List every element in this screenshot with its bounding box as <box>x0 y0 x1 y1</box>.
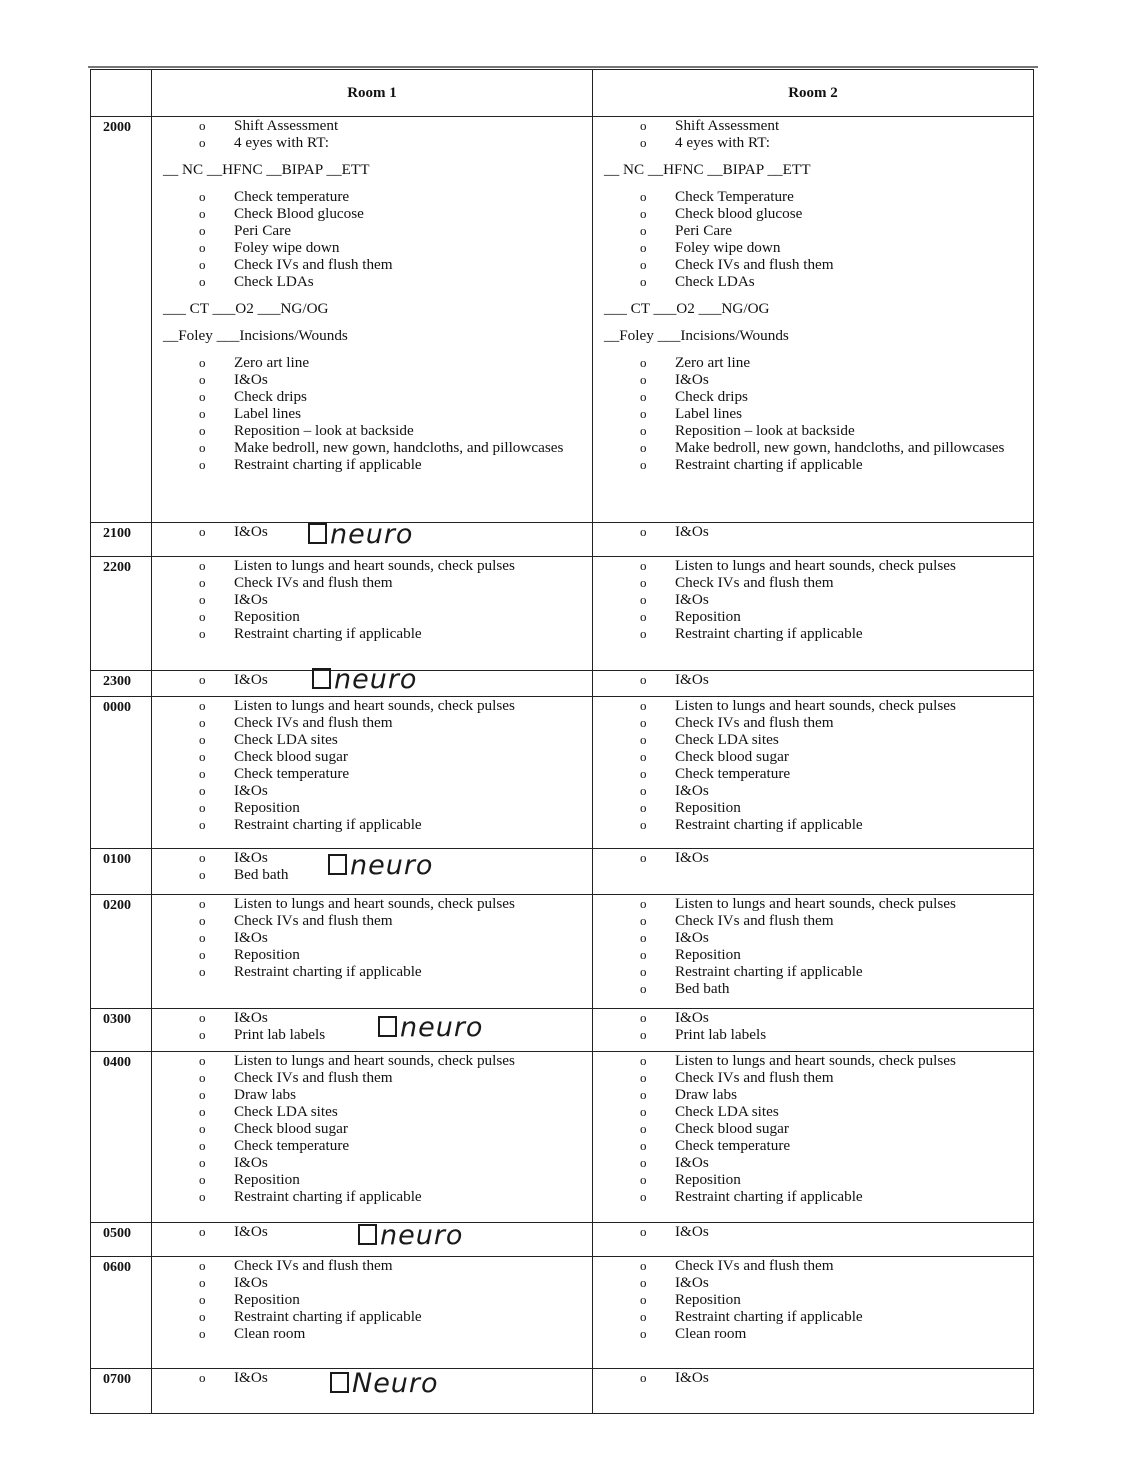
checklist-item: o Foley wipe down <box>152 239 592 256</box>
time-2300: 2300 <box>91 671 152 697</box>
checklist-item: o I&Os <box>152 523 592 540</box>
time-2100: 2100 <box>91 523 152 557</box>
checklist-item: o Check blood sugar <box>593 748 1033 765</box>
handwritten-checkbox-icon <box>378 1016 397 1037</box>
room2-0400-list <box>593 1052 1033 1205</box>
checklist-item: o Check temperature <box>593 765 1033 782</box>
time-2000: 2000 <box>91 117 152 523</box>
checklist-item: o I&Os <box>593 591 1033 608</box>
room2-0500 <box>593 1223 1034 1257</box>
room1-2000-list-3 <box>152 354 592 473</box>
checklist-item: o Check drips <box>152 388 592 405</box>
room2-0700 <box>593 1369 1034 1414</box>
checklist-item: o I&Os <box>593 1154 1033 1171</box>
checklist-item: o Check blood sugar <box>593 1120 1033 1137</box>
checklist-item: o Restraint charting if applicable <box>152 625 592 642</box>
checklist-item: o Check blood sugar <box>152 748 592 765</box>
checklist-item: o Bed bath <box>152 866 592 883</box>
room2-2200 <box>593 557 1034 671</box>
checklist-item: o Foley wipe down <box>593 239 1033 256</box>
checklist-item: o I&Os <box>152 1223 592 1240</box>
handwritten-neuro-2300 <box>312 666 417 693</box>
room2-2100 <box>593 523 1034 557</box>
checklist-item: o Restraint charting if applicable <box>152 963 592 980</box>
room2-0100 <box>593 849 1034 895</box>
checklist-item: o Listen to lungs and heart sounds, check pulses <box>152 895 592 912</box>
room1-2000 <box>152 117 593 523</box>
room1-0600 <box>152 1257 593 1369</box>
respiratory-device-line: __ NC __HFNC __BIPAP __ETT <box>604 161 811 178</box>
room2-0100-list <box>593 849 1033 866</box>
checklist-item: o Reposition <box>152 608 592 625</box>
room1-2200-list <box>152 557 592 642</box>
handwritten-neuro-text: Neuro <box>352 1368 439 1399</box>
time-0600: 0600 <box>91 1257 152 1369</box>
checklist-item: o Restraint charting if applicable <box>593 625 1033 642</box>
header-room-1: Room 1 <box>152 70 593 117</box>
room2-2000-list-3 <box>593 354 1033 473</box>
checklist-item: o Check blood sugar <box>152 1120 592 1137</box>
handwritten-neuro-text: neuro <box>334 664 418 695</box>
checklist-item: o I&Os <box>152 929 592 946</box>
checklist-item: o Reposition <box>593 799 1033 816</box>
handwritten-neuro-text: neuro <box>350 850 434 881</box>
lda-line-2: __Foley ___Incisions/Wounds <box>604 327 789 344</box>
checklist-item: o Check LDA sites <box>152 731 592 748</box>
room2-0200 <box>593 895 1034 1009</box>
room2-0700-list <box>593 1369 1033 1386</box>
time-2200: 2200 <box>91 557 152 671</box>
checklist-item: o Restraint charting if applicable <box>593 1308 1033 1325</box>
time-0400: 0400 <box>91 1052 152 1223</box>
room1-2000-list-1 <box>152 117 592 151</box>
lda-line-2: __Foley ___Incisions/Wounds <box>163 327 348 344</box>
handwritten-checkbox-icon <box>312 668 331 689</box>
checklist-item: o Reposition – look at backside <box>152 422 592 439</box>
checklist-item: o Reposition <box>152 799 592 816</box>
handwritten-neuro-text: neuro <box>380 1220 464 1251</box>
checklist-item: o Clean room <box>593 1325 1033 1342</box>
shift-checklist-table <box>90 69 1034 1414</box>
checklist-item: o Check temperature <box>152 765 592 782</box>
checklist-item: o I&Os <box>593 671 1033 688</box>
room1-0000 <box>152 697 593 849</box>
checklist-item: o Check LDA sites <box>593 1103 1033 1120</box>
checklist-item: o Check LDAs <box>593 273 1033 290</box>
checklist-item: o Check IVs and flush them <box>152 1257 592 1274</box>
room1-0300-list <box>152 1009 592 1043</box>
handwritten-neuro-0500 <box>358 1222 463 1249</box>
time-0700: 0700 <box>91 1369 152 1414</box>
checklist-item: o Check IVs and flush them <box>593 1069 1033 1086</box>
room1-0600-list <box>152 1257 592 1342</box>
checklist-item: o 4 eyes with RT: <box>152 134 592 151</box>
checklist-item: o Reposition <box>152 1171 592 1188</box>
checklist-item: o I&Os <box>152 1009 592 1026</box>
top-rule <box>88 66 1038 68</box>
checklist-item: o Shift Assessment <box>593 117 1033 134</box>
checklist-item: o Print lab labels <box>152 1026 592 1043</box>
checklist-item: o Restraint charting if applicable <box>152 816 592 833</box>
checklist-item: o Check blood glucose <box>593 205 1033 222</box>
checklist-item: o Listen to lungs and heart sounds, check pulses <box>152 1052 592 1069</box>
time-0200: 0200 <box>91 895 152 1009</box>
checklist-item: o I&Os <box>152 371 592 388</box>
checklist-item: o Check IVs and flush them <box>593 714 1033 731</box>
row-0500 <box>91 1223 1034 1257</box>
checklist-item: o I&Os <box>152 1274 592 1291</box>
handwritten-checkbox-icon <box>328 854 347 875</box>
checklist-item: o Reposition <box>593 1291 1033 1308</box>
header-row <box>91 70 1034 117</box>
handwritten-checkbox-icon <box>308 523 327 544</box>
room2-2000-list-2 <box>593 188 1033 290</box>
checklist-item: o Restraint charting if applicable <box>152 456 592 473</box>
checklist-item: o Peri Care <box>593 222 1033 239</box>
checklist-item: o I&Os <box>152 1369 592 1386</box>
checklist-item: o Restraint charting if applicable <box>152 1188 592 1205</box>
handwritten-neuro-text: neuro <box>400 1012 484 1043</box>
checklist-item: o I&Os <box>593 1009 1033 1026</box>
room2-2000 <box>593 117 1034 523</box>
checklist-item: o Restraint charting if applicable <box>593 456 1033 473</box>
checklist-item: o Bed bath <box>593 980 1033 997</box>
checklist-item: o Listen to lungs and heart sounds, check pulses <box>152 557 592 574</box>
row-0000 <box>91 697 1034 849</box>
checklist-item: o I&Os <box>593 929 1033 946</box>
checklist-item: o Reposition – look at backside <box>593 422 1033 439</box>
lda-line-1: ___ CT ___O2 ___NG/OG <box>163 300 329 317</box>
checklist-item: o Restraint charting if applicable <box>593 963 1033 980</box>
checklist-item: o Check LDAs <box>152 273 592 290</box>
time-0000: 0000 <box>91 697 152 849</box>
handwritten-checkbox-icon <box>330 1372 349 1393</box>
row-2100 <box>91 523 1034 557</box>
checklist-item: o Check IVs and flush them <box>593 256 1033 273</box>
room2-2000-list-1 <box>593 117 1033 151</box>
checklist-item: o I&Os <box>593 1369 1033 1386</box>
checklist-item: o Check IVs and flush them <box>152 714 592 731</box>
room2-2300-list <box>593 671 1033 688</box>
checklist-item: o I&Os <box>152 782 592 799</box>
checklist-item: o Check IVs and flush them <box>593 912 1033 929</box>
time-0300: 0300 <box>91 1009 152 1052</box>
room2-0500-list <box>593 1223 1033 1240</box>
checklist-item: o I&Os <box>152 591 592 608</box>
checklist-item: o Check drips <box>593 388 1033 405</box>
room2-0600 <box>593 1257 1034 1369</box>
checklist-item: o Reposition <box>593 1171 1033 1188</box>
checklist-item: o Listen to lungs and heart sounds, check pulses <box>593 1052 1033 1069</box>
row-2000 <box>91 117 1034 523</box>
handwritten-checkbox-icon <box>358 1224 377 1245</box>
checklist-item: o Check LDA sites <box>152 1103 592 1120</box>
checklist-item: o Restraint charting if applicable <box>593 816 1033 833</box>
room2-0200-list <box>593 895 1033 997</box>
header-room-2: Room 2 <box>593 70 1034 117</box>
checklist-item: o Label lines <box>593 405 1033 422</box>
checklist-item: o Shift Assessment <box>152 117 592 134</box>
room1-0400-list <box>152 1052 592 1205</box>
room2-0400 <box>593 1052 1034 1223</box>
room2-0000 <box>593 697 1034 849</box>
checklist-item: o Check Blood glucose <box>152 205 592 222</box>
handwritten-neuro-0300 <box>378 1014 483 1041</box>
checklist-item: o Check IVs and flush them <box>152 256 592 273</box>
room2-2100-list <box>593 523 1033 540</box>
header-time <box>91 70 152 117</box>
checklist-item: o Label lines <box>152 405 592 422</box>
room1-2000-list-2 <box>152 188 592 290</box>
checklist-item: o Reposition <box>152 1291 592 1308</box>
checklist-item: o I&Os <box>593 523 1033 540</box>
checklist-item: o Reposition <box>593 608 1033 625</box>
room2-0300 <box>593 1009 1034 1052</box>
room1-0200-list <box>152 895 592 980</box>
room1-0300 <box>152 1009 593 1052</box>
checklist-item: o Check LDA sites <box>593 731 1033 748</box>
checklist-item: o I&Os <box>593 782 1033 799</box>
checklist-item: o Print lab labels <box>593 1026 1033 1043</box>
row-0700 <box>91 1369 1034 1414</box>
checklist-item: o Check IVs and flush them <box>593 1257 1033 1274</box>
respiratory-device-line: __ NC __HFNC __BIPAP __ETT <box>163 161 370 178</box>
checklist-item: o Check IVs and flush them <box>593 574 1033 591</box>
room2-2200-list <box>593 557 1033 642</box>
checklist-item: o I&Os <box>152 849 592 866</box>
checklist-item: o Peri Care <box>152 222 592 239</box>
checklist-item: o I&Os <box>593 371 1033 388</box>
checklist-item: o Check temperature <box>152 188 592 205</box>
checklist-item: o Reposition <box>593 946 1033 963</box>
row-2300 <box>91 671 1034 697</box>
checklist-item: o Check IVs and flush them <box>152 912 592 929</box>
checklist-item: o Draw labs <box>593 1086 1033 1103</box>
checklist-item: o Listen to lungs and heart sounds, check pulses <box>593 557 1033 574</box>
row-0100 <box>91 849 1034 895</box>
room1-0200 <box>152 895 593 1009</box>
room1-0400 <box>152 1052 593 1223</box>
checklist-item: o Listen to lungs and heart sounds, check pulses <box>593 895 1033 912</box>
time-0500: 0500 <box>91 1223 152 1257</box>
checklist-item: o Restraint charting if applicable <box>152 1308 592 1325</box>
checklist-item: o Listen to lungs and heart sounds, check pulses <box>152 697 592 714</box>
checklist-item: o Check temperature <box>152 1137 592 1154</box>
checklist-item: o Reposition <box>152 946 592 963</box>
checklist-item: o Check IVs and flush them <box>152 1069 592 1086</box>
checklist-item: o Check Temperature <box>593 188 1033 205</box>
checklist-item: o Clean room <box>152 1325 592 1342</box>
handwritten-neuro-2100 <box>308 521 413 548</box>
lda-line-1: ___ CT ___O2 ___NG/OG <box>604 300 770 317</box>
row-0600 <box>91 1257 1034 1369</box>
row-0200 <box>91 895 1034 1009</box>
room1-0000-list <box>152 697 592 833</box>
time-0100: 0100 <box>91 849 152 895</box>
checklist-item: o Draw labs <box>152 1086 592 1103</box>
row-0400 <box>91 1052 1034 1223</box>
handwritten-neuro-0700 <box>330 1370 439 1397</box>
checklist-item: o Zero art line <box>152 354 592 371</box>
checklist-item: o Restraint charting if applicable <box>593 1188 1033 1205</box>
checklist-item: o Make bedroll, new gown, handcloths, and pillowcases <box>593 439 1033 456</box>
checklist-item: o 4 eyes with RT: <box>593 134 1033 151</box>
room2-0600-list <box>593 1257 1033 1342</box>
checklist-item: o I&Os <box>152 671 592 688</box>
room1-2200 <box>152 557 593 671</box>
row-2200 <box>91 557 1034 671</box>
checklist-item: o Check IVs and flush them <box>152 574 592 591</box>
checklist-item: o Make bedroll, new gown, handcloths, and pillowcases <box>152 439 592 456</box>
checklist-item: o I&Os <box>593 1223 1033 1240</box>
checklist-item: o Listen to lungs and heart sounds, check pulses <box>593 697 1033 714</box>
checklist-item: o I&Os <box>152 1154 592 1171</box>
checklist-item: o I&Os <box>593 1274 1033 1291</box>
checklist-item: o I&Os <box>593 849 1033 866</box>
handwritten-neuro-0100 <box>328 852 433 879</box>
row-0300 <box>91 1009 1034 1052</box>
room2-2300 <box>593 671 1034 697</box>
checklist-item: o Check temperature <box>593 1137 1033 1154</box>
checklist-item: o Zero art line <box>593 354 1033 371</box>
room2-0000-list <box>593 697 1033 833</box>
room2-0300-list <box>593 1009 1033 1043</box>
handwritten-neuro-text: neuro <box>330 519 414 550</box>
